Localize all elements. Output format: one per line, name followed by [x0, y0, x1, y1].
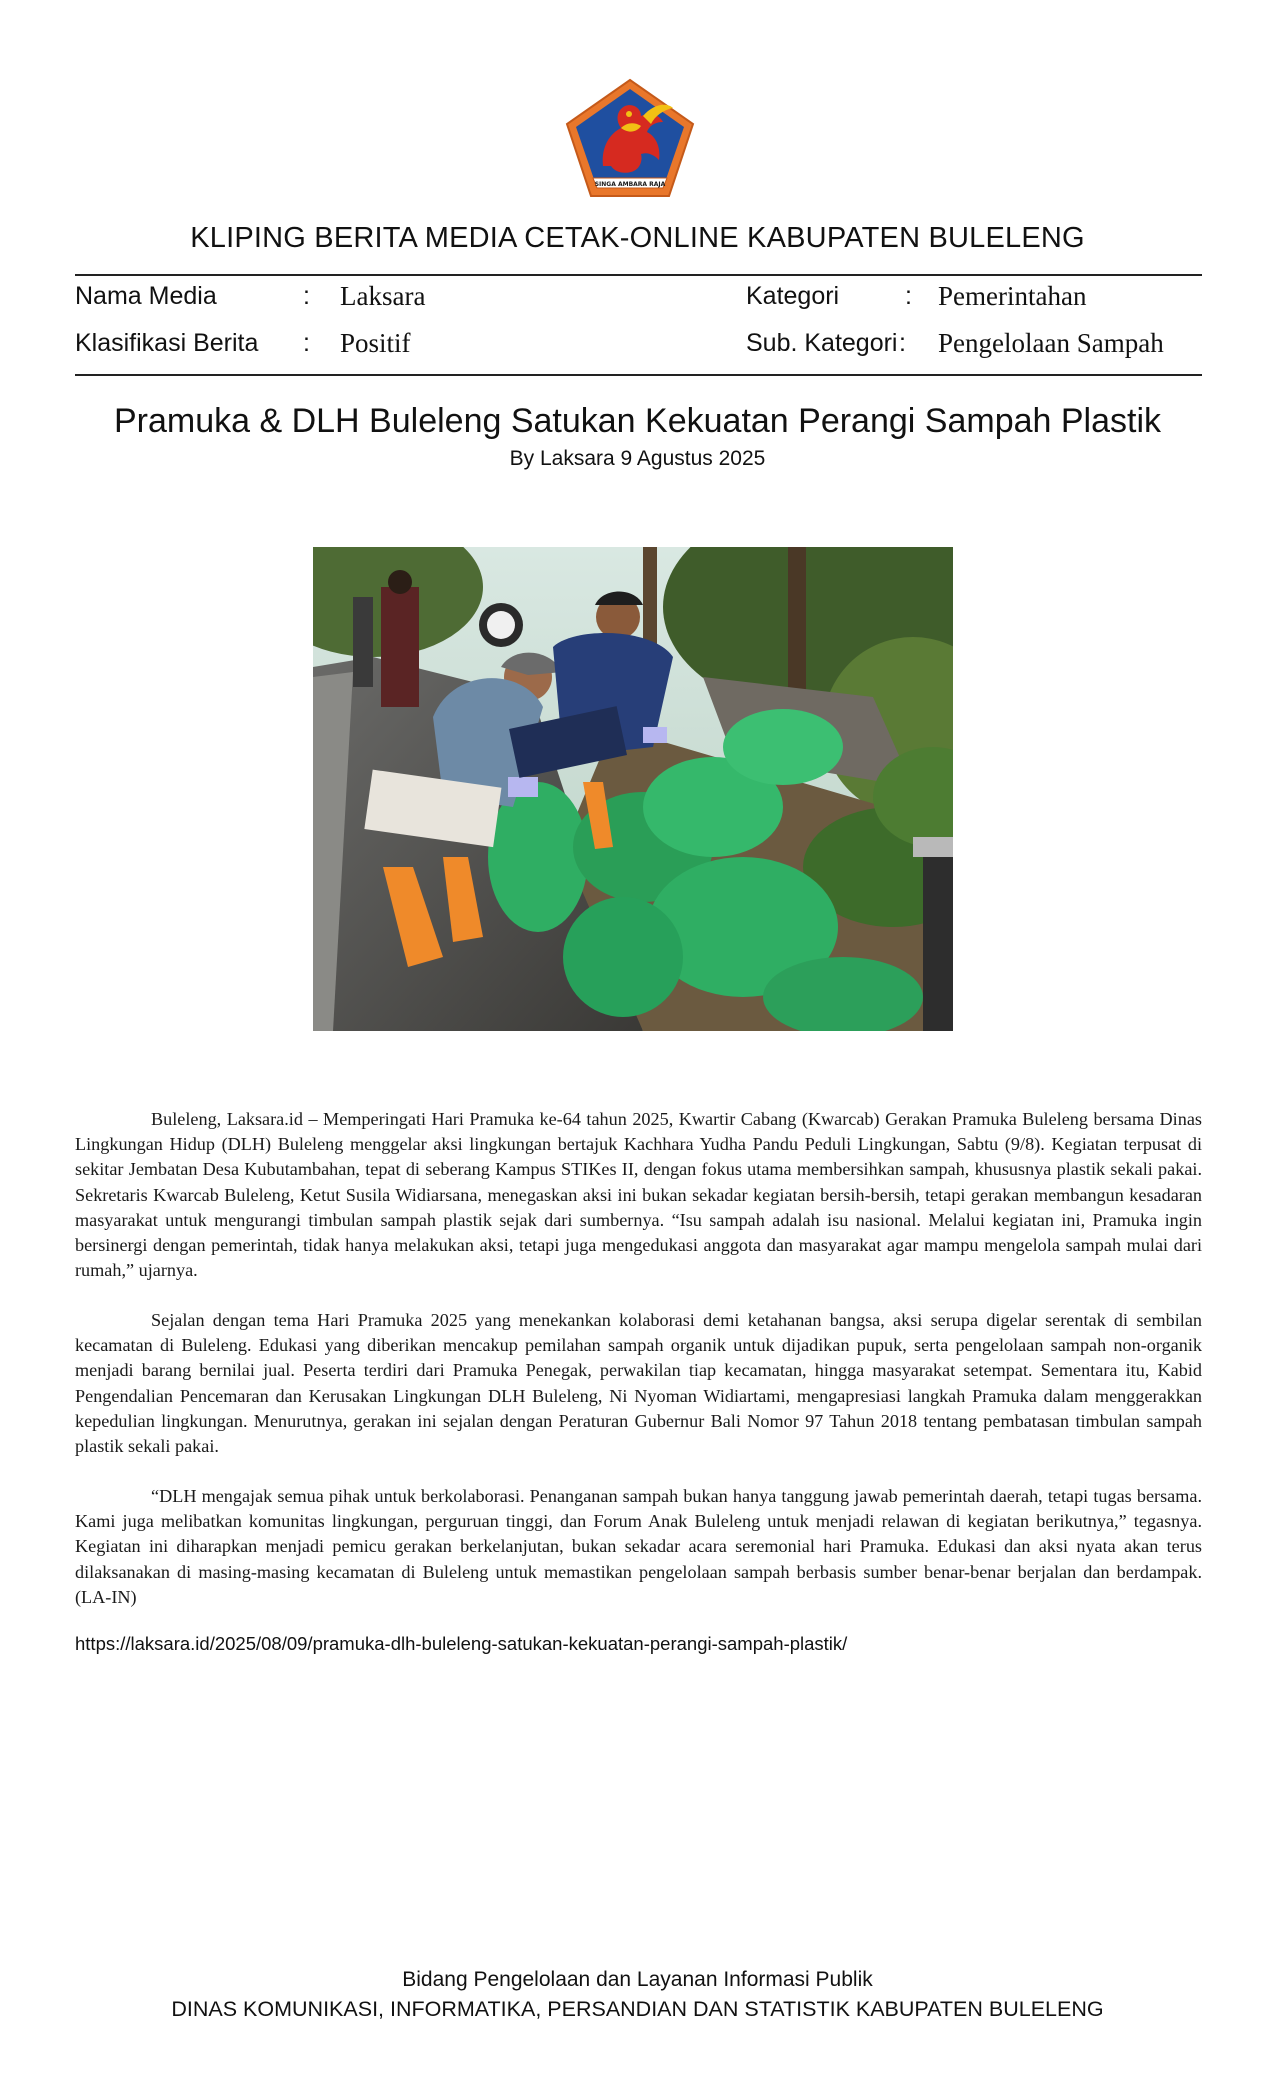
footer-agency: DINAS KOMUNIKASI, INFORMATIKA, PERSANDIAN DAN STATISTIK KABUPATEN BULELENG	[171, 1997, 1104, 2021]
svg-text:SINGA AMBARA RAJA: SINGA AMBARA RAJA	[594, 181, 666, 188]
bottom-divider	[75, 374, 1202, 376]
nama-media-value: Laksara	[340, 281, 426, 311]
sub-kategori-colon: :	[899, 329, 906, 357]
kategori-colon: :	[905, 282, 912, 310]
article-byline: By Laksara 9 Agustus 2025	[509, 447, 766, 470]
clipping-title: KLIPING BERITA MEDIA CETAK-ONLINE KABUPATEN BULELENG	[190, 222, 1085, 254]
sub-kategori-value: Pengelolaan Sampah	[938, 328, 1164, 358]
kategori-label: Kategori	[746, 282, 840, 310]
article-headline: Pramuka & DLH Buleleng Satukan Kekuatan Perangi Sampah Plastik	[113, 402, 1162, 440]
top-divider	[75, 274, 1202, 276]
nama-media-label: Nama Media	[75, 282, 217, 310]
kategori-value: Pemerintahan	[938, 281, 1087, 311]
sub-kategori-label: Sub. Kategori	[746, 329, 898, 357]
klasifikasi-value: Positif	[340, 328, 411, 358]
source-link[interactable]: https://laksara.id/2025/08/09/pramuka-dlh-buleleng-satukan-kekuatan-perangi-sampah-plastik/	[75, 1633, 848, 1654]
article-paragraph-3: “DLH mengajak semua pihak untuk berkolaborasi. Penanganan sampah bukan hanya tanggung jawab pemerintah daerah, tetapi tugas bersama. Kami juga melibatkan komunitas lingkungan, perguruan tinggi, dan Forum Anak Buleleng untuk menjadi relawan di kegiatan berikutnya,” tegasnya. Kegiatan ini diharapkan menjadi pemicu gerakan berkelanjutan, bukan sekadar acara seremonial hari Pramuka. Edukasi dan aksi nyata akan terus dilaksanakan di masing-masing kecamatan di Buleleng untuk memastikan pengelolaan sampah berbasis sumber benar-benar berjalan dan berdampak. (LA-IN)	[75, 1486, 1202, 1607]
footer-division: Bidang Pengelolaan dan Layanan Informasi Publik	[402, 1968, 873, 1991]
nama-media-colon: :	[303, 282, 310, 310]
article-paragraph-2: Sejalan dengan tema Hari Pramuka 2025 yang menekankan kolaborasi demi ketahanan bangsa, aksi serupa digelar serentak di sembilan kecamatan di Buleleng. Edukasi yang diberikan mencakup pemilahan sampah organik untuk dijadikan pupuk, serta pengelolaan sampah non-organik menjadi barang bernilai jual. Peserta terdiri dari Pramuka Penegak, perwakilan tiap kecamatan, hingga masyarakat setempat. Sementara itu, Kabid Pengendalian Pencemaran dan Kerusakan Lingkungan DLH Buleleng, Ni Nyoman Widiartami, mengapresiasi langkah Pramuka dalam menggerakkan kepedulian lingkungan. Menurutnya, gerakan ini sejalan dengan Peraturan Gubernur Bali Nomor 97 Tahun 2018 tentang pembatasan timbulan sampah plastik sekali pakai.	[75, 1310, 1202, 1457]
klasifikasi-label: Klasifikasi Berita	[75, 329, 259, 357]
article-paragraph-1: Buleleng, Laksara.id – Memperingati Hari Pramuka ke-64 tahun 2025, Kwartir Cabang (Kwarcab) Gerakan Pramuka Buleleng bersama Dinas Lingkungan Hidup (DLH) Buleleng menggelar aksi lingkungan bertajuk Kachhara Yudha Pandu Peduli Lingkungan, Sabtu (9/8). Kegiatan terpusat di sekitar Jembatan Desa Kubutambahan, tepat di seberang Kampus STIKes II, dengan fokus utama membersihkan sampah, khususnya plastik sekali pakai. Sekretaris Kwarcab Buleleng, Ketut Susila Widiarsana, menegaskan aksi ini bukan sekadar kegiatan bersih-bersih, tetapi gerakan membangun kesadaran masyarakat untuk mengurangi timbulan sampah plastik sejak dari sumbernya. “Isu sampah adalah isu nasional. Melalui kegiatan ini, Pramuka ingin bersinergi dengan pemerintah, tidak hanya melakukan aksi, tetapi juga mengedukasi anggota dan masyarakat agar mampu mengelola sampah mulai dari rumah,” ujarnya.	[75, 1109, 1202, 1281]
klasifikasi-colon: :	[303, 329, 310, 357]
article-photo	[313, 547, 953, 1031]
kabupaten-buleleng-logo	[563, 76, 697, 200]
